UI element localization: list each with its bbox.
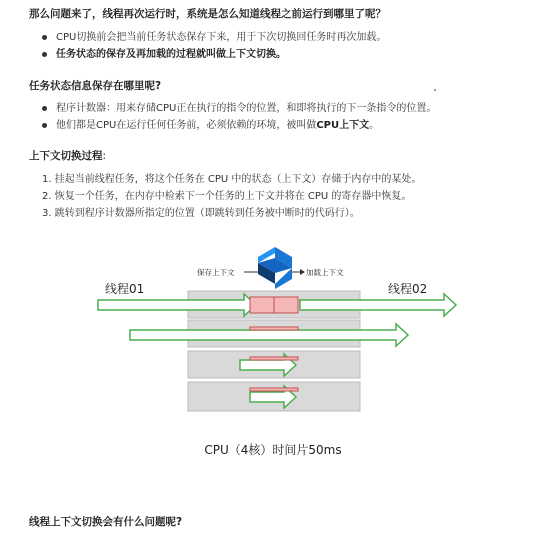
heading-where-saved: 任务状态信息保存在哪里呢?	[29, 80, 162, 92]
list-item: CPU切换前会把当前任务状态保存下来，用于下次切换回任务时再次加载。	[42, 29, 386, 46]
diagram-caption: CPU（4核）时间片50ms	[204, 443, 342, 457]
thread1-label: 线程01	[105, 282, 145, 296]
heading-question-resume: 那么问题来了，线程再次运行时，系统是怎么知道线程之前运行到哪里了呢？	[29, 8, 386, 20]
load-context-label: 加载上下文	[306, 268, 344, 277]
context-box	[250, 357, 298, 360]
heading-switch-problems: 线程上下文切换会有什么问题呢?	[29, 516, 183, 528]
list-item: 任务状态的保存及再加载的过程就叫做上下文切换。	[42, 46, 386, 63]
list-item: 1. 挂起当前线程任务，将这个任务在 CPU 中的状态（上下文）存储于内存中的某处。	[42, 174, 422, 185]
save-context-label: 保存上下文	[197, 268, 235, 277]
list-item: 2. 恢复一个任务，在内存中检索下一个任务的上下文并将在 CPU 的寄存器中恢复。	[42, 191, 412, 202]
list-item: 3. 跳转到程序计数器所指定的位置（即跳转到任务被中断时的代码行）。	[42, 208, 360, 219]
context-box	[250, 327, 298, 330]
context-box	[250, 388, 298, 391]
switch-logo-icon	[258, 247, 292, 289]
heading-switch-process: 上下文切换过程:	[29, 150, 107, 162]
list-item: 他们都是CPU在运行任何任务前，必须依赖的环境，被叫做CPU上下文。	[42, 117, 436, 134]
load-arrowhead	[300, 269, 305, 275]
thread2-label: 线程02	[388, 282, 428, 296]
list-item: 程序计数器：用来存储CPU正在执行的指令的位置，和即将执行的下一条指令的位置。	[42, 100, 436, 117]
